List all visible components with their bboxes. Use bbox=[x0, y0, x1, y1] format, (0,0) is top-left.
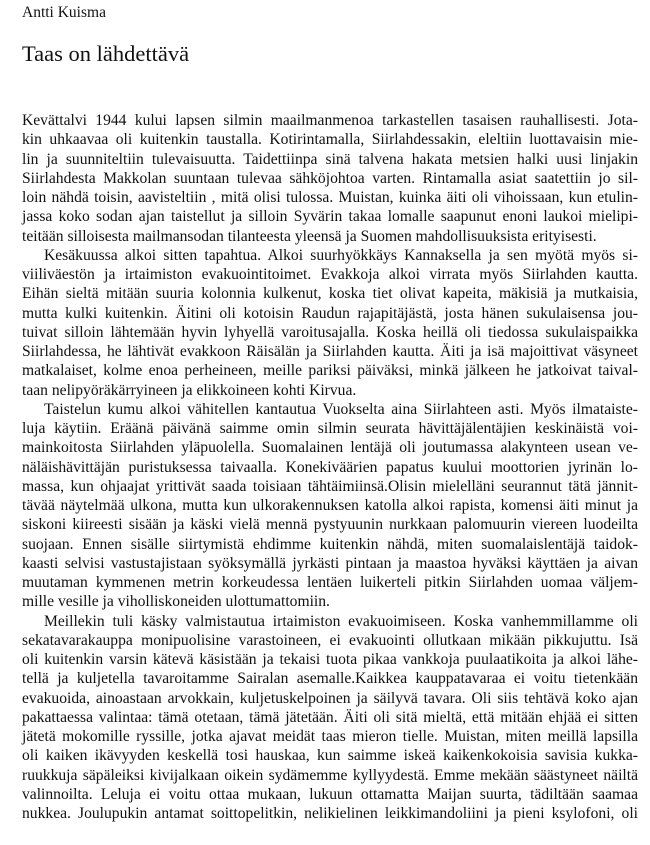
text-line: teitään silloisesta mailmansodan tilanteesta yleensä ja Suomen mahdollisuuksista erityisesti. bbox=[22, 227, 597, 245]
text-line: mutta kulki kuitenkin. Äitini oli kotoisin Raudun rajapitäjästä, josta hänen sukulaisensa jou- bbox=[22, 304, 638, 322]
text-line: tellä ja kuljetella tavaroitamme Sairalan asemalle.Kaikkea kauppatavaraa ei voitu tietenkään bbox=[22, 670, 638, 688]
text-line: jätetä mokomille ryssille, jotka ajavat meidät taas mieron tielle. Muistan, miten meillä lapsilla bbox=[22, 728, 638, 745]
text-line: kaasti selvisi vastustajistaan syöksymällä jyrkästi pintaan ja maastoa hyväksi käyttäen ja aivan bbox=[22, 554, 638, 572]
text-line: siskoni kiireesti sisään ja käski vielä mennä pystyuunin nurkkaan palomuurin viereen luodeilta bbox=[22, 516, 638, 534]
chapter-title: Taas on lähdettävä bbox=[22, 41, 190, 66]
text-line: Meillekin tuli käsky valmistautua irtaimiston evakuoimiseen. Koska vanhemmillamme oli bbox=[44, 612, 638, 630]
text-line: Eihän sieltä mitään suuria kolonnia kulkenut, koska tiet olivat kapeita, mäkisiä ja mutkaisia, bbox=[22, 285, 638, 303]
text-line: tuivat silloin lähtemään hyvin lyhyellä varoitusajalla. Koska heillä oli tiedossa sukulaispaikka bbox=[22, 323, 638, 341]
text-line: valinnoilta. Leluja ei voitu ottaa mukaan, lukuun ottamatta Maijan suurta, tädiltään saamaa bbox=[22, 785, 638, 803]
text-line: viiliväestön ja irtaimiston evakuointitoimet. Evakkoja alkoi virrata myös Siirlahden kautta. bbox=[22, 266, 638, 283]
text-line: jassa koko sodan ajan taistellut ja silloin Syvärin takaa lomalle saapunut enoni laukoi mielipi- bbox=[22, 208, 638, 226]
text-line: sekatavarakauppa monipuolisine varastoineen, ei evakuointi ollutkaan mikään pikkujuttu. Isä bbox=[22, 631, 638, 649]
text-line: tävää näytelmää ulkona, mutta kun ulkorakennuksen katolla alkoi rapista, komensi äiti minut ja bbox=[22, 497, 638, 514]
text-line: kin uhkaavaa oli kuitenkin taustalla. Kotirintamalla, Siirlahdessakin, eleltiin luottavaisin mie- bbox=[22, 131, 638, 149]
text-line: Kevättalvi 1944 kului lapsen silmin maailmanmenoa tarkastellen tasaisen rauhallisesti. Jota- bbox=[22, 112, 638, 129]
text-line: Kesäkuussa alkoi sitten tapahtua. Alkoi suurhyökkäys Kannaksella ja sen myötä myös si- bbox=[44, 246, 638, 264]
author-name: Antti Kuisma bbox=[22, 4, 106, 21]
text-line: nukkea. Joulupukin antamat soittopelitkin, nelikielinen leikkimandoliini ja pieni ksylofoni, oli bbox=[22, 805, 638, 822]
text-line: Siirlahdessa, he lähtivät evakkoon Räisälän ja Siirlahden kautta. Äiti ja isä majoittivat väsyneet bbox=[22, 343, 638, 360]
text-line: massa, kun ohjaajat yrittivät saada toisiaan tähtäimiinsä.Olisin mielelläni seurannut tätä jännit- bbox=[22, 477, 638, 495]
text-line: luja käytiin. Eräänä päivänä saimme omin silmin seurata hävittäjälentäjien keskinäistä voi- bbox=[22, 420, 638, 437]
text-line: loin nähdä toisin, aavisteltiin , mitä olisi tulossa. Muistan, kuinka äiti oli vihoissaan, kun etulin- bbox=[22, 189, 638, 206]
text-line: pakattaessa valintaa: tämä otetaan, tämä jätetään. Äiti oli sitä mieltä, että mitään ehjää ei sitten bbox=[22, 708, 638, 726]
text-line: suojaan. Ennen sisälle siirtymistä ehdimme kuitenkin nähdä, miten suomalaislentäjä taidok- bbox=[22, 535, 638, 553]
text-line: matkalaiset, kolme enoa perheineen, meille pariksi päiväksi, minkä jälkeen he jatkoivat taival- bbox=[22, 362, 638, 380]
text-line: evakuoida, ainoastaan arvokkain, kuljetuskelpoinen ja säilyvä tavara. Oli siis tehtävä koko ajan bbox=[22, 689, 638, 707]
text-line: Taistelun kumu alkoi vähitellen kantautua Vuokselta aina Siirlahteen asti. Myös ilmataiste- bbox=[44, 400, 638, 418]
text-line: taan nelipyöräkärryineen ja elikkoineen kohti Kirvua. bbox=[22, 381, 357, 399]
text-line: mainkoitosta Siirlahden yläpuolella. Suomalainen lentäjä oli joutumassa alakynteen usean ve- bbox=[22, 439, 638, 457]
body-text bbox=[22, 111, 638, 823]
text-line: Siirlahdesta Makkolan suuntaan tulevaa sähköjohtoa varten. Rintamalla asiat saatettiin jo sil- bbox=[22, 169, 638, 187]
text-line: oli kaiken ikävyyden keskellä tosi hauskaa, kun saimme iskeä kaikenkokoisia savisia kukka- bbox=[22, 747, 638, 765]
text-line: näläishävittäjän puristuksessa taivaalla. Konekiväärien papatus kuului moottorien jyrinän lo- bbox=[22, 458, 638, 476]
text-line: muutaman kymmenen metrin korkeudessa lentäen luikerteli pitkin Siirlahden uomaa väljem- bbox=[22, 574, 638, 591]
text-line: lin ja suunniteltiin tulevaisuutta. Taidettiinpa sinä talvena hakata metsien halki uusi linjakin bbox=[22, 150, 638, 168]
text-line: ruukkuja säpäleiksi kivijalkaan oikein sydämemme kyllyydestä. Emme mekään säästyneet näiltä bbox=[22, 766, 638, 784]
text-line: oli kuitenkin varsin kätevä käsistään ja tekaisi tuota pikaa vankkoja puulaatikoita ja alkoi lähe- bbox=[22, 651, 638, 668]
text-line: mille vesille ja viholliskoneiden ulottumattomiin. bbox=[22, 593, 330, 611]
